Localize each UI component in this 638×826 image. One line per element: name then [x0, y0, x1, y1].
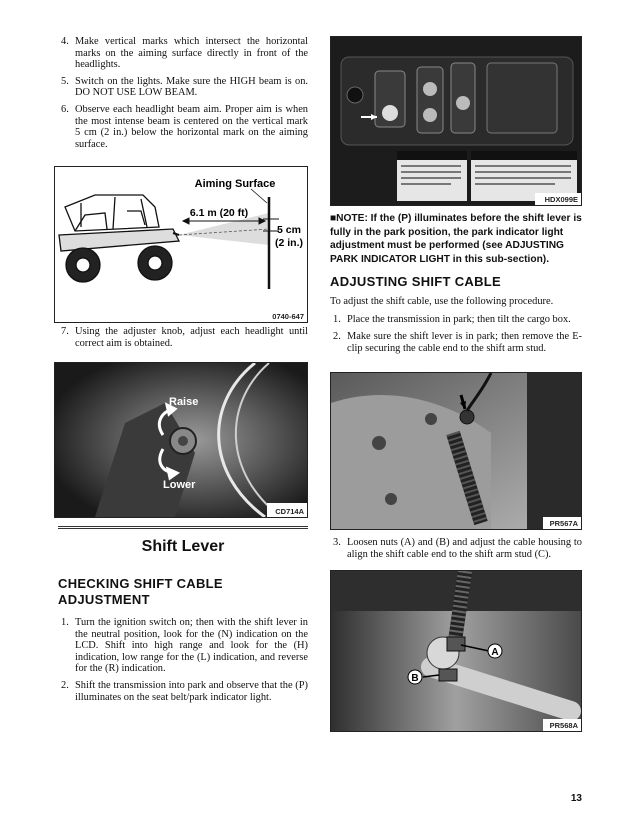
check-step-1: 1. Turn the ignition switch on; then with the shift lever in the neutral position, look for the (N) indication on the LCD. Shift into high range and look for the (H) indication, low range for the (L) indication, and reverse for the (R) indication. — [61, 617, 308, 675]
shift-arm-stud-icon — [460, 410, 474, 424]
adjust-step-3-block — [330, 537, 582, 565]
aiming-surface-label: Aiming Surface — [194, 178, 276, 190]
shift-arm-photo — [331, 373, 581, 529]
dashboard-switch-figure — [330, 36, 582, 206]
adjust-step-2: 2. Make sure the shift lever is in park; then remove the E-clip securing the cable end to the shift arm stud. — [333, 330, 582, 354]
cable-nuts-figure — [330, 570, 582, 732]
section-title: Shift Lever — [141, 538, 225, 555]
drop-label-in: (2 in.) — [275, 237, 303, 249]
override-switch-icon — [487, 63, 557, 133]
figure-code: HDX099E — [544, 195, 578, 204]
figure-code: PR567A — [549, 519, 578, 528]
adjuster-knob-icon — [170, 428, 196, 454]
step-7-block — [58, 326, 308, 354]
park-indicator-note: ■NOTE: If the (P) illuminates before the shift lever is fully in the park position, the park indicator light adjustment must be performed (see ADJUSTING PARK INDICATOR LIGHT in this sub-section). — [330, 213, 582, 265]
page-number: 13 — [570, 793, 582, 804]
adjuster-knob-photo — [55, 363, 307, 517]
aiming-diagram — [55, 167, 307, 322]
headlight-step-7 — [58, 326, 308, 349]
cable-nuts-photo — [331, 571, 581, 731]
shift-arm-eclip-figure — [330, 372, 582, 530]
section-divider — [58, 526, 308, 529]
cable-spring — [455, 571, 465, 641]
lower-label: Lower — [163, 479, 196, 491]
nut-b-label: B — [411, 673, 419, 684]
raise-label: Raise — [169, 396, 199, 408]
adjust-step-3: 3. Loosen nuts (A) and (B) and adjust the cable housing to align the shift cable end to the shift arm stud (C). — [333, 537, 582, 560]
adjuster-knob-figure — [54, 362, 308, 518]
procedure-intro: To adjust the shift cable, use the following procedure. — [330, 296, 554, 308]
drop-label-cm: 5 cm — [277, 224, 301, 236]
adjusting-steps-1-2 — [330, 314, 582, 354]
checking-shift-cable-block — [58, 576, 308, 708]
note-and-adjusting-block — [330, 212, 582, 359]
step-4: 4. Make vertical marks which intersect the horizontal marks on the aiming surface directly in front of the headlights. — [61, 36, 308, 71]
nut-b-icon — [439, 669, 457, 681]
step-7: 7. Using the adjuster knob, adjust each headlight until correct aim is obtained. — [61, 326, 308, 349]
figure-code: PR568A — [549, 721, 578, 730]
subsection-title-checking-2: ADJUSTMENT — [58, 592, 150, 607]
step-6: 6. Observe each headlight beam aim. Proper aim is when the most intense beam is centered on the vertical mark 5 cm (2 in.) below the horizontal mark on the aiming surface. — [61, 103, 308, 150]
nut-a-icon — [447, 637, 465, 651]
checking-steps — [58, 617, 308, 703]
left-column — [58, 36, 308, 155]
nut-a-label: A — [491, 647, 499, 658]
subsection-title-adjusting: ADJUSTING SHIFT CABLE — [330, 274, 501, 290]
headlight-aiming-figure — [54, 166, 308, 323]
light-switch-icon — [417, 67, 443, 133]
dashboard-photo — [331, 37, 581, 205]
utv-vehicle-drawing — [59, 195, 179, 282]
figure-code: 0740-647 — [272, 312, 304, 321]
adjust-step-1: 1. Place the transmission in park; then tilt the cargo box. — [333, 314, 571, 326]
adjusting-step-3 — [330, 537, 582, 560]
figure-code: CD714A — [275, 507, 304, 516]
subsection-title-checking: CHECKING SHIFT CABLE — [58, 576, 223, 591]
headlight-steps-4-6 — [58, 36, 308, 150]
check-step-2: 2. Shift the transmission into park and observe that the (P) illuminates on the seat belt/park indicator light. — [61, 679, 308, 703]
step-5: 5. Switch on the lights. Make sure the HIGH beam is on. DO NOT USE LOW BEAM. — [61, 75, 308, 99]
distance-label: 6.1 m (20 ft) — [189, 207, 249, 219]
